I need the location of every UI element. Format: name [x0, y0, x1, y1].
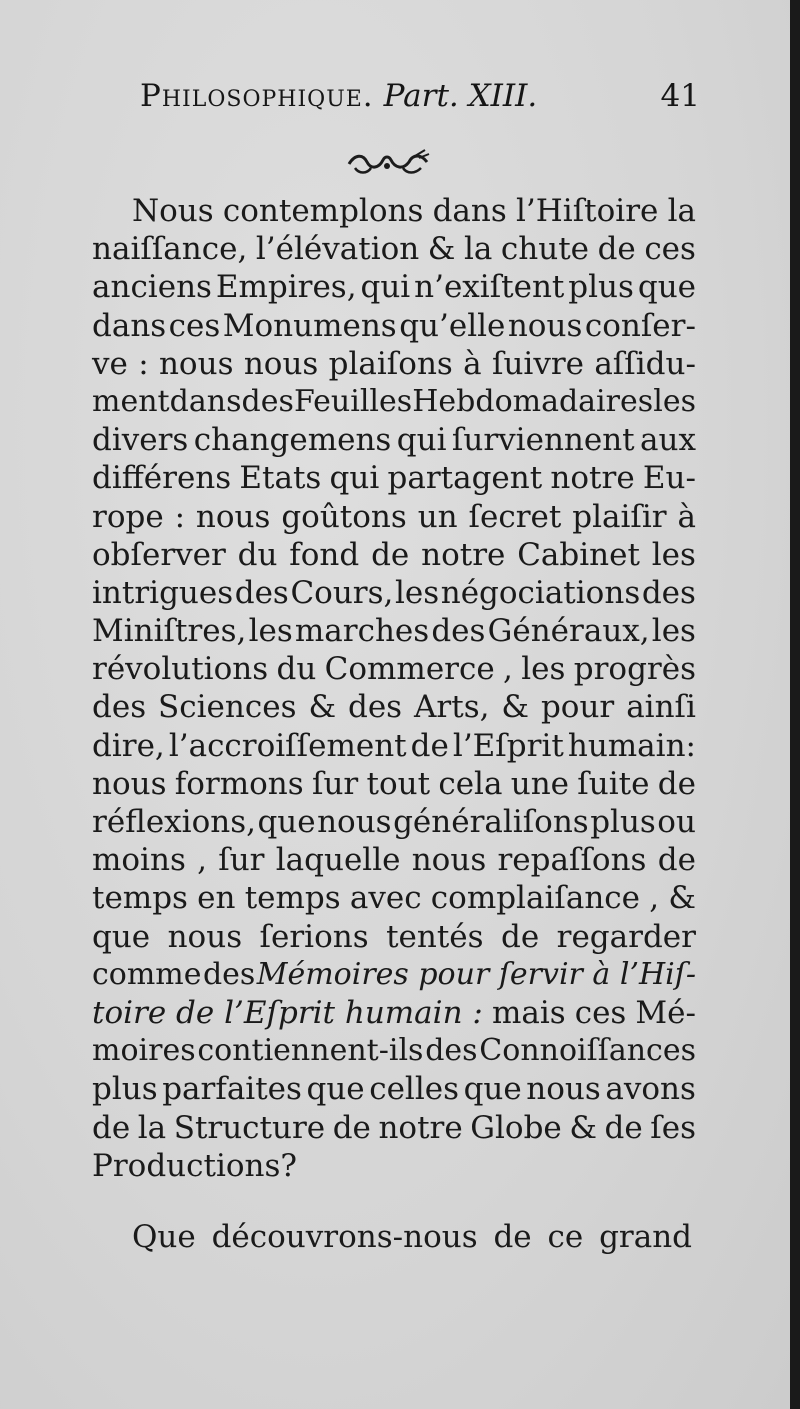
word: nous [195, 498, 271, 535]
word: nous [411, 842, 487, 879]
word: regarder [556, 918, 696, 955]
word: que [92, 918, 151, 955]
word: temps [92, 880, 188, 917]
word: des [425, 1033, 478, 1069]
page-edge-shadow [790, 0, 800, 1409]
word: réflexions, [92, 804, 256, 840]
word: toire de l’Eſprit humain : [92, 994, 483, 1031]
word: & [427, 231, 456, 268]
text-line [92, 765, 696, 803]
word: des [234, 574, 289, 611]
word: : [174, 498, 186, 535]
word: à [463, 345, 482, 382]
word: Globe [470, 1109, 562, 1146]
word: progrès [573, 651, 696, 688]
text-line [92, 994, 696, 1032]
word: fond [289, 536, 360, 573]
word: dans [92, 307, 167, 344]
text-line [92, 230, 696, 268]
word: de [604, 1109, 643, 1146]
word: & [308, 689, 337, 726]
word: des [641, 574, 696, 611]
text-line [92, 803, 696, 841]
word: aux [640, 422, 696, 459]
word: Généraux, [487, 613, 650, 650]
word: notre [421, 536, 506, 573]
word: l’Hiſtoire [515, 193, 659, 229]
text-line [92, 192, 696, 230]
word: changemens [193, 422, 392, 459]
word: n’exiſtent [414, 269, 565, 306]
word: Cours, [290, 574, 394, 611]
word: formons [174, 765, 304, 802]
word: ſerions [259, 918, 369, 955]
word: les [653, 383, 696, 419]
word: , [503, 651, 513, 688]
word: ſes [650, 1109, 696, 1146]
word: du [237, 536, 278, 573]
word: de [92, 1109, 131, 1146]
word: nous [158, 345, 234, 382]
text-line [92, 459, 696, 497]
text-line [92, 383, 696, 421]
word: l’élévation [255, 231, 420, 268]
word: ſecret [468, 498, 562, 535]
word: de [597, 231, 636, 268]
word: la [463, 231, 493, 268]
word: ſur [311, 765, 359, 802]
word: l’accroiſſement [168, 727, 407, 764]
word: marches [294, 613, 430, 650]
word: & [501, 689, 530, 726]
word: tout [366, 765, 431, 802]
text-line [92, 1218, 696, 1256]
text-line [92, 1070, 696, 1108]
word: des [92, 689, 147, 726]
word: Eu- [642, 460, 696, 497]
word: Arts, [414, 689, 490, 726]
word: nous [92, 765, 167, 802]
word: mais [491, 994, 566, 1031]
word: des [241, 383, 294, 419]
word: goûtons [281, 498, 407, 535]
text-line [92, 536, 696, 574]
word: que [463, 1071, 522, 1108]
word: qui [329, 460, 380, 497]
word: nous [167, 918, 243, 955]
word: laquelle [275, 842, 401, 879]
word: divers [92, 422, 189, 459]
word: anciens [92, 269, 212, 306]
word: Cabinet [517, 536, 640, 573]
word: notre [550, 460, 635, 497]
word: obſerver [92, 536, 226, 573]
word: révolutions [92, 651, 269, 688]
part-number: Part. XIII. [383, 78, 538, 114]
word: ainſi [626, 689, 696, 726]
text-line [92, 841, 696, 879]
text-line [92, 421, 696, 459]
word: comme [92, 956, 202, 992]
word: cela [438, 765, 503, 802]
word: Empires, [215, 269, 357, 306]
word: Mé- [635, 994, 696, 1031]
word: humain: [567, 727, 696, 764]
text-line [92, 268, 696, 306]
word: celles [369, 1071, 460, 1108]
word: Sciences [158, 689, 297, 726]
word: Commerce [324, 651, 495, 688]
word: ces [644, 231, 696, 268]
word: tentés [386, 918, 484, 955]
word: les [394, 574, 440, 611]
word: plus [92, 1071, 158, 1108]
word: , [649, 880, 660, 917]
running-header [140, 78, 700, 114]
word: avec [349, 880, 422, 917]
text-line [92, 1109, 696, 1147]
word: ſurviennent [451, 422, 635, 459]
word: ſuite [577, 765, 650, 802]
paragraph-2-first-line: Que découvrons-nous de ce grand [132, 1219, 693, 1255]
word: ſur [218, 842, 265, 879]
word: Connoiſſances [479, 1033, 696, 1069]
word: Hebdomadaires [412, 383, 654, 419]
text-line [92, 345, 696, 383]
text-line [92, 498, 696, 536]
paragraph-1 [92, 192, 696, 1185]
word: notre [378, 1109, 463, 1146]
word: négociations [440, 574, 641, 611]
word: qui [360, 269, 411, 306]
word: un [417, 498, 458, 535]
word: temps [244, 880, 341, 917]
word: moires [92, 1033, 196, 1069]
word: aſſidu- [594, 345, 696, 382]
word: en [197, 880, 236, 917]
word: nous [526, 1071, 601, 1108]
word: plus [590, 804, 656, 840]
running-title: Philosophique. [140, 78, 374, 114]
word: contemplons [222, 193, 424, 229]
word: la [137, 1109, 167, 1146]
word: la [667, 193, 696, 229]
text-line [92, 1147, 696, 1185]
word: de [371, 536, 410, 573]
word: rope [92, 498, 164, 535]
word: complaiſance [430, 880, 641, 917]
text-line [92, 612, 696, 650]
word: de [657, 765, 696, 802]
word: des [202, 956, 256, 992]
word: des [431, 613, 486, 650]
word: qu’elle [399, 307, 506, 344]
word: repaſſons [497, 842, 647, 879]
word: de [501, 918, 540, 955]
word: une [510, 765, 570, 802]
word: ment [92, 383, 170, 419]
word: Structure [173, 1109, 326, 1146]
word: & [668, 880, 696, 917]
word: plaiſons [328, 345, 453, 382]
word: plaiſir [572, 498, 667, 535]
word: Miniſtres, [92, 613, 247, 650]
page-number: 41 [660, 78, 700, 114]
word: de [657, 842, 696, 879]
word: moins [92, 842, 186, 879]
word: que [257, 804, 316, 840]
word: contiennent-ils [197, 1033, 424, 1069]
text-line [92, 650, 696, 688]
text-line [92, 879, 696, 917]
word: Productions? [92, 1147, 298, 1184]
word: nous [507, 307, 583, 344]
word: ces [168, 307, 221, 344]
word: de [332, 1109, 371, 1146]
paragraph-2 [92, 1218, 696, 1256]
text-line [92, 307, 696, 345]
word: différens [92, 460, 232, 497]
word: les [651, 536, 696, 573]
text-line [92, 688, 696, 726]
word: intrigues [92, 574, 234, 611]
word: , [197, 842, 207, 879]
word: Feuilles [293, 383, 413, 419]
word: Nous [132, 193, 214, 229]
word: les [521, 651, 566, 688]
word: parfaites [162, 1071, 302, 1108]
word: avons [605, 1071, 696, 1108]
word: dire, [92, 727, 165, 764]
text-line [92, 956, 696, 994]
word: Etats [239, 460, 322, 497]
word: nous [317, 804, 392, 840]
word: ou [657, 804, 696, 840]
word: plus [568, 269, 634, 306]
word: ſuivre [491, 345, 584, 382]
text-line [92, 918, 696, 956]
word: du [276, 651, 317, 688]
word: & [569, 1109, 597, 1146]
word: Monumens [222, 307, 397, 344]
word: : [138, 345, 149, 382]
word: partagent [387, 460, 543, 497]
word: conſer- [584, 307, 696, 344]
word: qui [396, 422, 447, 459]
text-line [92, 1032, 696, 1070]
word: Mémoires pour ſervir à l’Hiſ- [256, 956, 696, 992]
text-line [92, 574, 696, 612]
word: les [651, 613, 696, 650]
word: à [677, 498, 696, 535]
word: l’Eſprit [452, 727, 564, 764]
word: dans [432, 193, 507, 229]
word: généraliſons [393, 804, 589, 840]
word: pour [540, 689, 615, 726]
word: dans [169, 383, 242, 419]
text-line [92, 727, 696, 765]
word: de [410, 727, 449, 764]
word: que [306, 1071, 365, 1108]
word: nous [243, 345, 319, 382]
word: ces [574, 994, 627, 1031]
word: chute [500, 231, 590, 268]
word: naiſſance, [92, 231, 248, 268]
word: ve [92, 345, 128, 382]
fleuron-ornament-icon [345, 148, 431, 178]
word: des [347, 689, 403, 726]
word: que [637, 269, 696, 306]
word: les [248, 613, 293, 650]
